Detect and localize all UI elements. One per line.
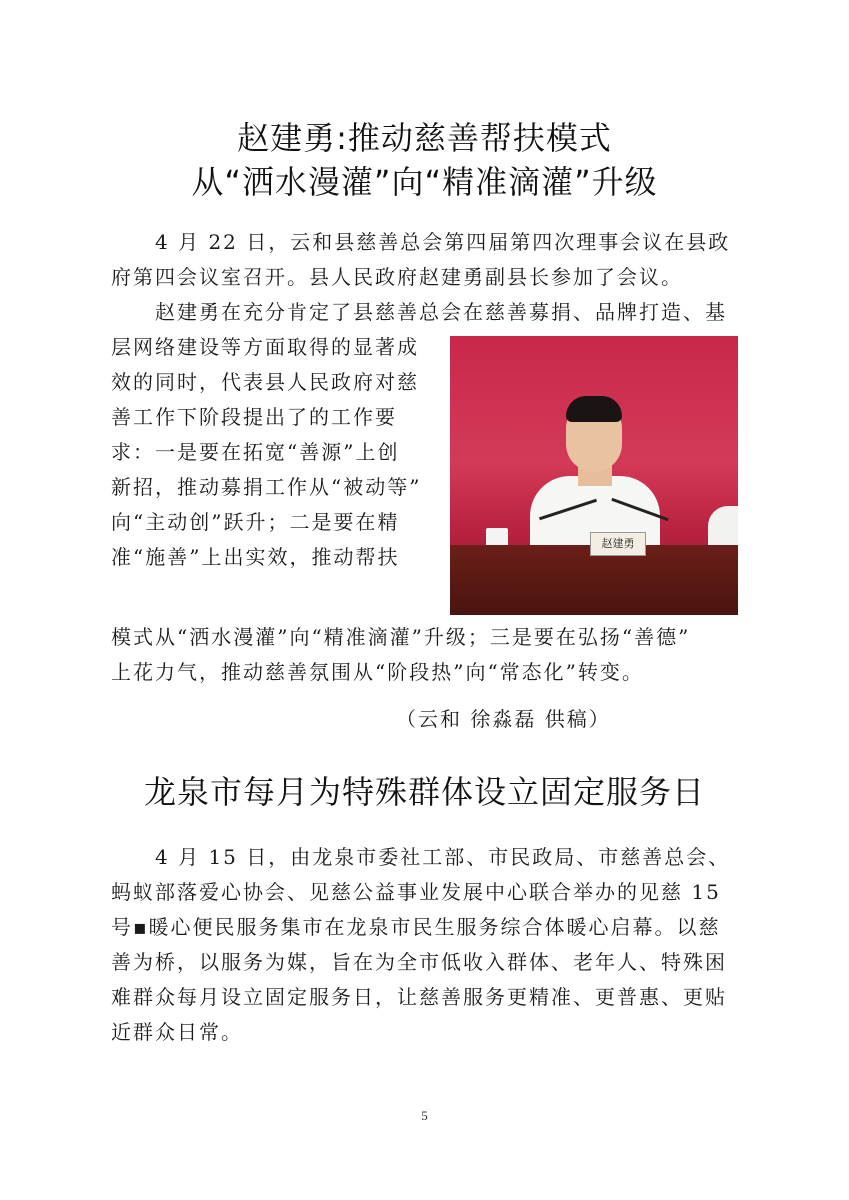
article1-body-wrapped [111,330,446,575]
body-line: 号▪暖心便民服务集市在龙泉市民生服务综合体暖心启幕。以慈 [111,915,721,939]
body-line: 层网络建设等方面取得的显著成 [111,335,419,359]
body-line: 模式从“洒水漫灌”向“精准滴灌”升级；三是要在弘扬“善德” [111,625,691,649]
article1-credit [111,702,741,737]
body-line: 府第四会议室召开。县人民政府赵建勇副县长参加了会议。 [111,265,683,289]
article1-title-line1: 赵建勇:推动慈善帮扶模式 [237,119,612,157]
article1-body-top [111,225,741,330]
article1-body-bottom [111,620,741,690]
body-line: 上花力气，推动慈善氛围从“阶段热”向“常态化”转变。 [111,660,644,684]
photo-name-placard: 赵建勇 [590,532,646,556]
meeting-photo [450,336,738,615]
body-line: 善为桥，以服务为媒，旨在为全市低收入群体、老年人、特殊困 [111,950,727,974]
body-line: 效的同时，代表县人民政府对慈 [111,370,419,394]
body-line: 蚂蚁部落爱心协会、见慈公益事业发展中心联合举办的见慈 15 [111,880,721,904]
body-line: 近群众日常。 [111,1020,243,1044]
body-line: 难群众每月设立固定服务日，让慈善服务更精准、更普惠、更贴 [111,985,727,1009]
body-line: 4 月 15 日，由龙泉市委社工部、市民政局、市慈善总会、 [155,845,731,869]
credit-text: （云和 徐淼磊 供稿） [396,707,611,731]
body-line: 向“主动创”跃升；二是要在精 [111,510,400,534]
body-line: 赵建勇在充分肯定了县慈善总会在慈善募捐、品牌打造、基 [155,300,727,324]
page-number: 5 [421,1108,428,1123]
body-line: 准“施善”上出实效，推动帮扶 [111,545,400,569]
article1-title-line2: 从“洒水漫灌”向“精准滴灌”升级 [191,163,658,201]
body-line: 求：一是要在拓宽“善源”上创 [111,440,400,464]
article2-body [111,840,741,1050]
photo-person-hair [566,396,622,422]
body-line: 善工作下阶段提出了的工作要 [111,405,397,429]
body-line: 新招，推动募捐工作从“被动等” [111,475,422,499]
article2-title: 龙泉市每月为特殊群体设立固定服务日 [143,773,705,811]
body-line: 4 月 22 日，云和县慈善总会第四届第四次理事会议在县政 [155,230,731,254]
